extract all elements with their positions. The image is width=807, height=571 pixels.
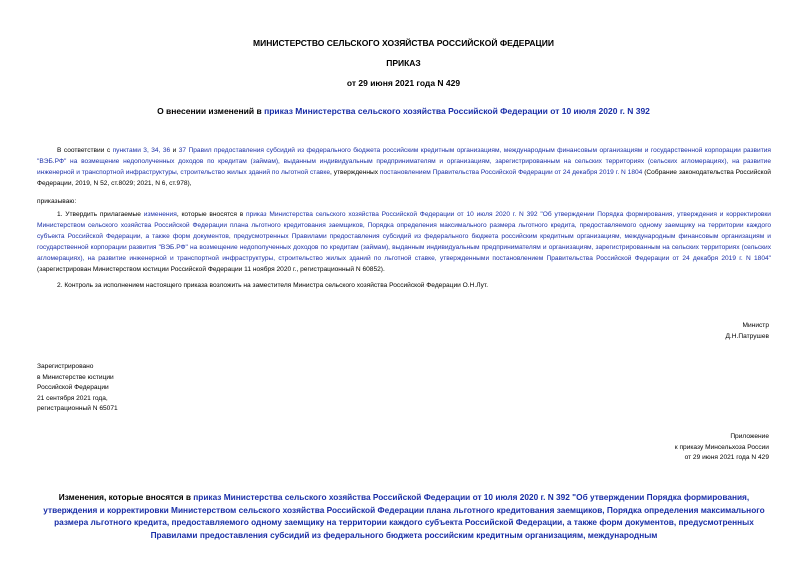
- item-1-link-order[interactable]: приказ Министерства сельского хозяйства Российской Федерации от 10 июля 2020 г. N 392 "Об утверждении Порядка формирования, утверждения и корректировки Министерством сельского хозяйства Российской Федерации плана льготного кредитования заемщиков, Порядка определения максимального размера льготного кредита, предоставляемого одному заемщику на территории каждого субъекта Российской Федерации, а также форм документов, предусмотренных Правилами предоставления субсидий из федерального бюджета российским кредитным организациям, международным финансовым организациям и государственной корпорации развития "ВЭБ.РФ" на возмещение недополученных доходов по кредитам (займам), выданным индивидуальным предпринимателям и организациям, зарегистрированным на сельских территориях (сельских агломерациях), на развитие инженерной и транспортной инфраструктуры, строительство жилых зданий по льготной ставке, утвержденными постановлением Правительства Российской Федерации от 24 декабря 2019 г. N 1804": [37, 211, 771, 262]
- preamble-text: (Собрание законодательства Российской Федерации, 2019, N 52, ст.8029; 2021, N 6, ст.978),: [37, 169, 771, 187]
- preamble-link-resolution[interactable]: постановлением Правительства Российской Федерации от 24 декабря 2019 г. N 1804: [379, 169, 643, 176]
- document-date-number: от 29 июня 2021 года N 429: [346, 78, 461, 88]
- registration-line: 21 сентября 2021 года,: [37, 394, 108, 402]
- signature-block: [569, 321, 769, 342]
- registration-line: в Министерстве юстиции: [37, 373, 114, 381]
- appendix-line: от 29 июня 2021 года N 429: [684, 454, 769, 461]
- preamble-link-points[interactable]: пунктами 3, 34, 36: [112, 147, 171, 154]
- amendments-title-link[interactable]: приказ Министерства сельского хозяйства Российской Федерации от 10 июля 2020 г. N 392 "Об утверждении Порядка формирования, утверждения и корректировки Министерством сельского хозяйства Российской Федерации плана льготного кредитования заемщиков, Порядка определения максимального размера льготного кредита, предоставляемого одному заемщику на территории каждого субъекта Российской Федерации, а также форм документов, предусмотренных Правилами предоставления субсидий из федерального бюджета российским кредитным организациям, международным: [43, 492, 765, 540]
- amendments-title: [40, 491, 768, 541]
- preamble-text: и: [170, 147, 179, 154]
- item-1-paragraph: [37, 209, 771, 275]
- appendix-block: [519, 432, 769, 464]
- subject-order-link[interactable]: приказ Министерства сельского хозяйства Российской Федерации от 10 июля 2020 г. N 392: [264, 106, 650, 116]
- signature-name: Д.Н.Патрушев: [725, 332, 769, 340]
- ministry-heading: МИНИСТЕРСТВО СЕЛЬСКОГО ХОЗЯЙСТВА РОССИЙСКОЙ ФЕДЕРАЦИИ: [253, 38, 554, 48]
- signature-position: Министр: [742, 322, 769, 329]
- preamble-link-rules[interactable]: Правил предоставления субсидий из федерального бюджета российским кредитным организациям, международным финансовым организациям и государственной корпорации развития "ВЭБ.РФ" на возмещение недополученных доходов по кредитам (займам), выданным индивидуальным предпринимателям и организациям, зарегистрированным на сельских территориях (сельских агломерациях), на развитие инженерной и транспортной инфраструктуры, строительство жилых зданий по льготной ставке: [37, 147, 771, 176]
- preamble-link-point-37[interactable]: 37: [178, 147, 187, 154]
- item-1-link-changes[interactable]: изменения: [143, 211, 177, 218]
- registration-number: регистрационный N 65071: [37, 405, 118, 412]
- item-1-text: (зарегистрирован Министерством юстиции Российской Федерации 11 ноября 2020 г., регистрационный N 60852).: [37, 266, 385, 273]
- preamble-text: , утвержденных: [330, 169, 380, 176]
- amendments-title-prefix: Изменения, которые вносятся в: [58, 492, 194, 502]
- preamble-text: В соответствии с: [57, 147, 113, 154]
- appendix-line: к приказу Минсельхоза России: [674, 443, 769, 451]
- item-1-text: 1. Утвердить прилагаемые: [57, 211, 144, 218]
- order-word: приказываю:: [37, 198, 77, 205]
- registration-line: Российской Федерации: [37, 384, 109, 391]
- preamble-paragraph: [37, 145, 771, 189]
- subject-prefix: О внесении изменений в: [157, 106, 265, 116]
- item-1-text: , которые вносятся в: [176, 211, 247, 218]
- registration-block: [37, 362, 237, 415]
- document-subject: [0, 106, 807, 116]
- registration-line: Зарегистрировано: [37, 363, 94, 370]
- document-type-heading: ПРИКАЗ: [386, 58, 421, 68]
- item-2-text: 2. Контроль за исполнением настоящего приказа возложить на заместителя Министра сельского хозяйства Российской Федерации О.Н.Лут.: [57, 282, 489, 289]
- appendix-line: Приложение: [730, 433, 769, 440]
- item-2-paragraph: [37, 280, 771, 291]
